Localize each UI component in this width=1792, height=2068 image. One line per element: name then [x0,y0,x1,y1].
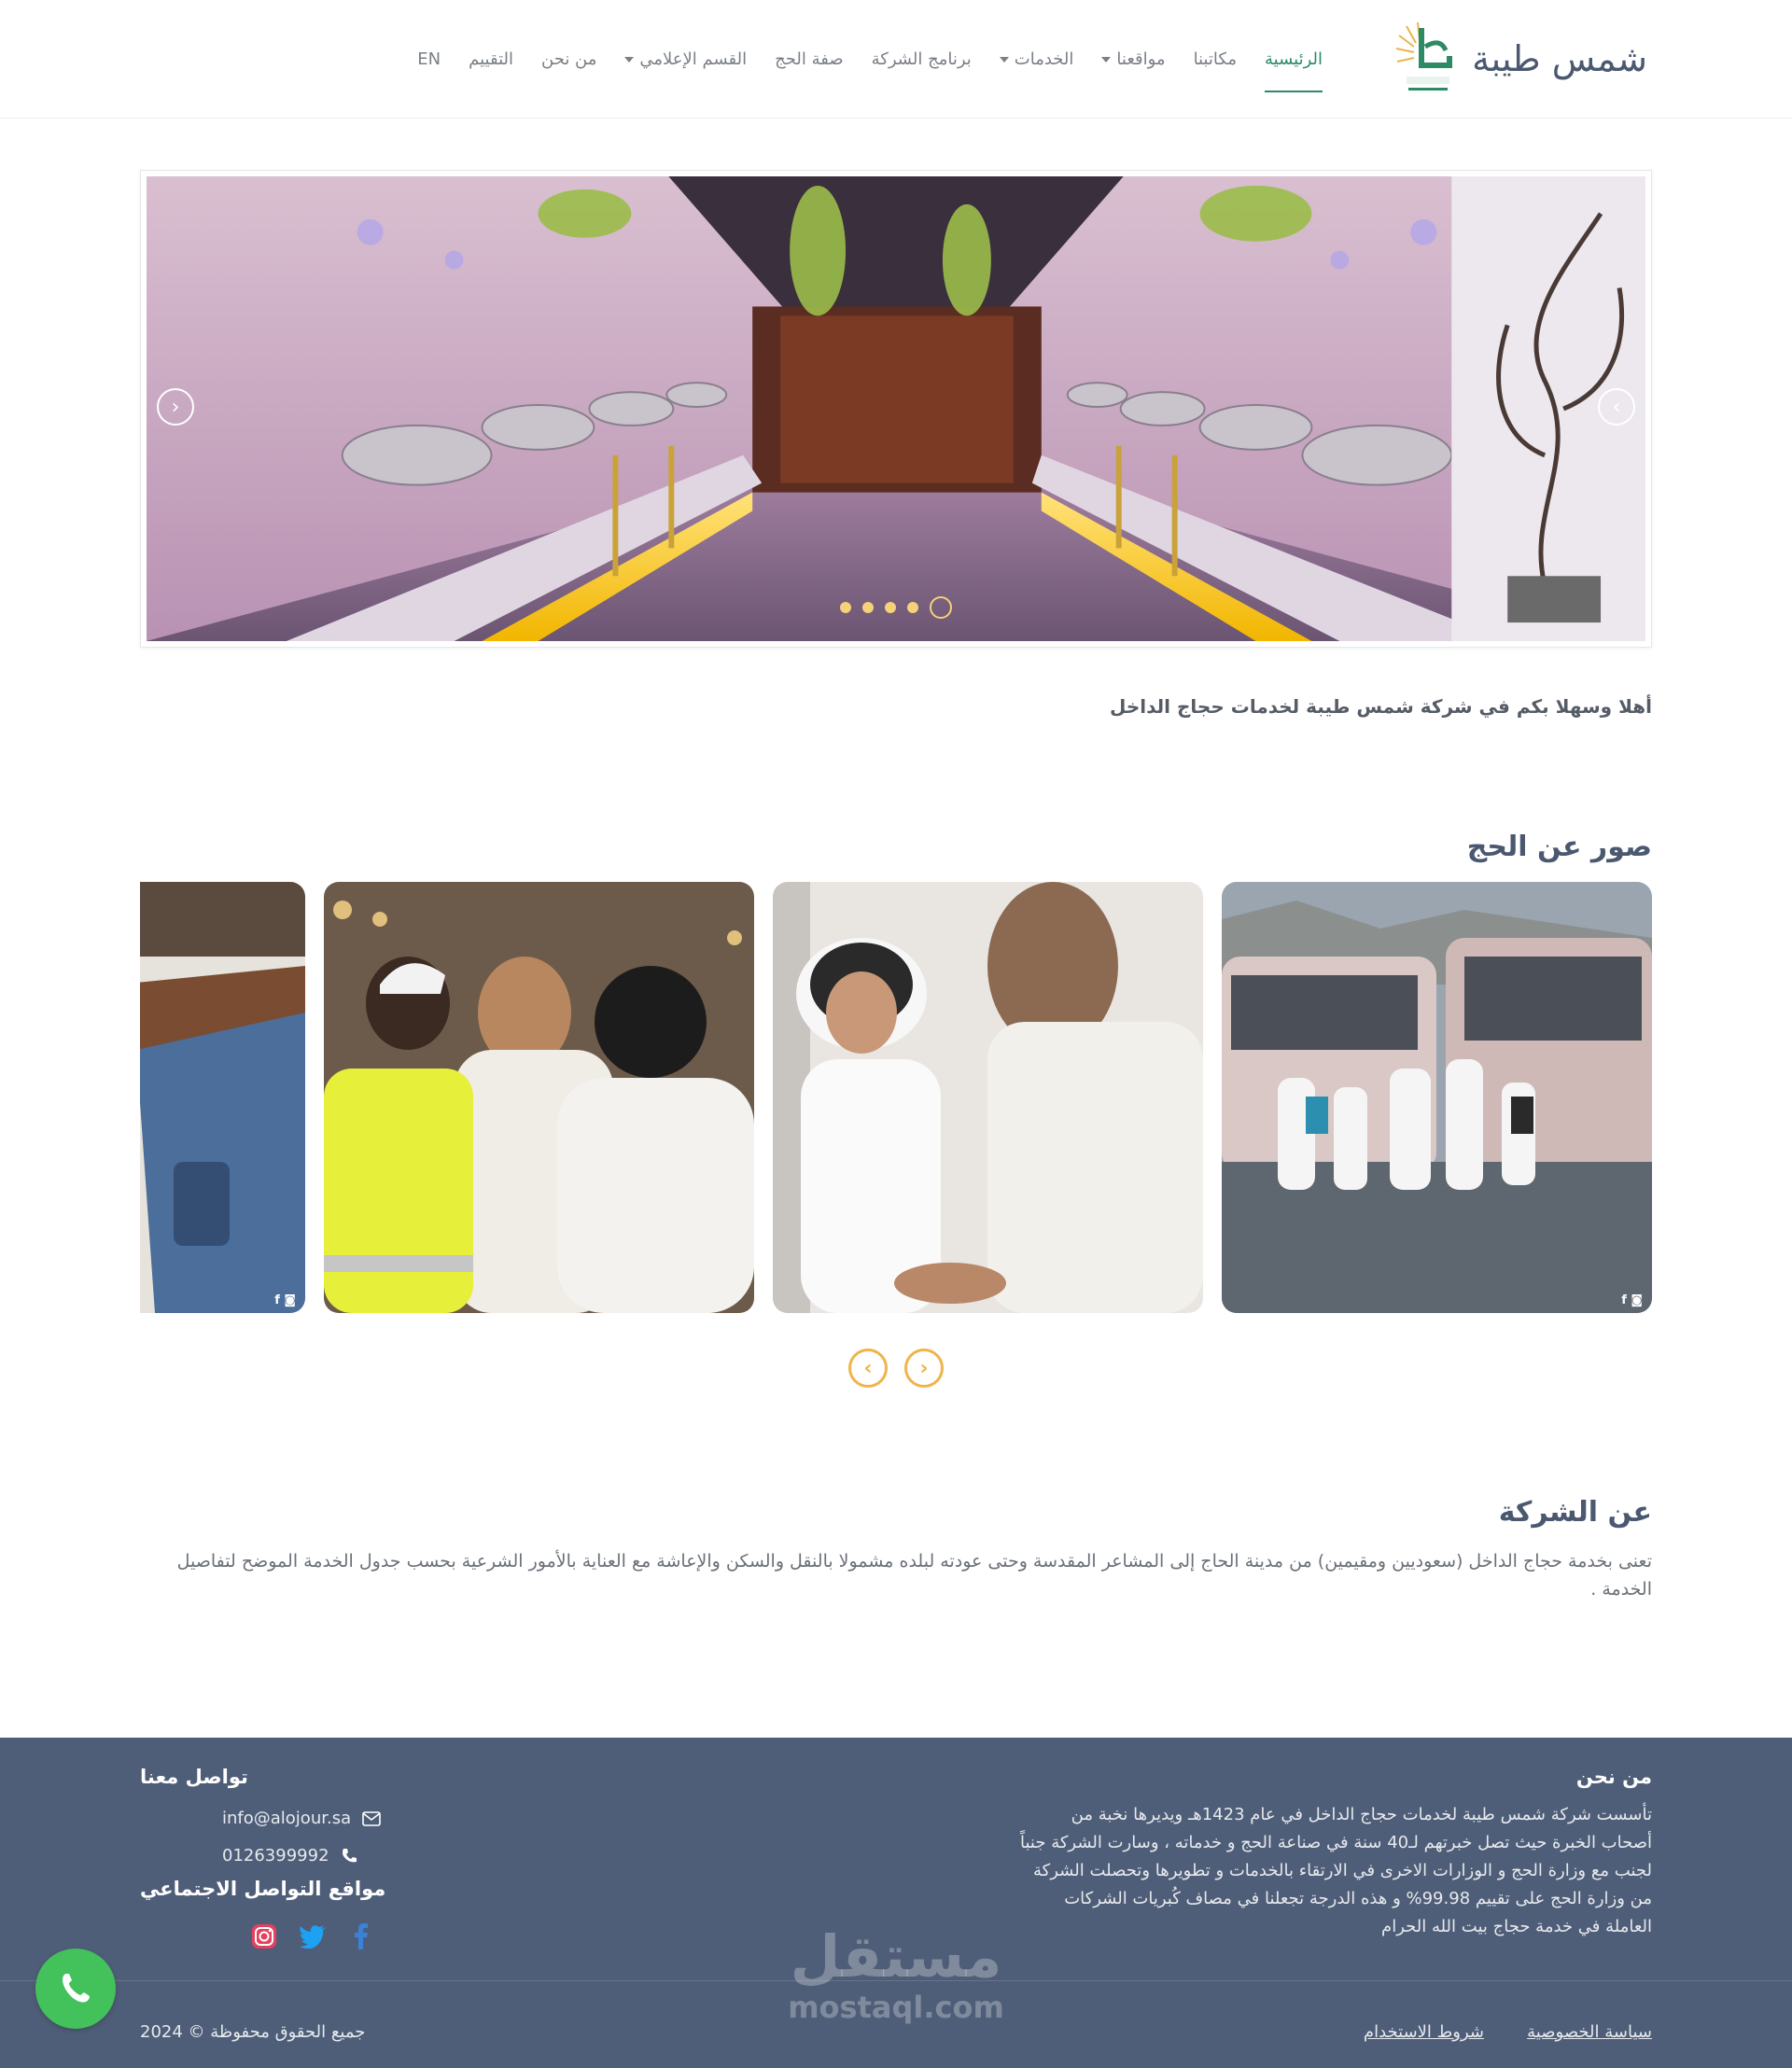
staff-helping-pilgrims-image [324,882,754,1313]
gallery-navigation [848,1348,944,1388]
footer-about-title: من نحن [1575,1766,1652,1788]
instagram-icon [251,1923,277,1949]
handshake-image [773,882,1203,1313]
gallery-photo-buses[interactable] [1222,882,1652,1313]
main-nav [417,0,1323,119]
instagram-link[interactable] [250,1922,278,1950]
chevron-left-icon: ‹ [863,1356,873,1380]
nav-language-en[interactable] [417,0,441,119]
nav-label: مواقعنا [1116,49,1166,69]
mostaql-watermark [775,1924,1017,2027]
nav-offices[interactable] [1194,0,1237,119]
nav-label: من نحن [541,49,597,69]
hero-dot[interactable] [862,602,874,613]
social-links [250,1922,375,1950]
logo-text: شمس طيبة [1472,38,1647,79]
privacy-policy-link[interactable]: سياسة الخصوصية [1527,2022,1652,2042]
sun-logo-icon [1393,19,1459,99]
nav-rating[interactable] [469,0,513,119]
chevron-right-icon: › [919,1356,929,1380]
hero-banquet-image [147,176,1645,641]
welcome-text: أهلا وسهلا بكم في شركة شمس طيبة لخدمات حجاج الداخل [1110,695,1652,718]
footer-social-title: مواقع التواصل الاجتماعي [140,1878,386,1900]
nav-services[interactable] [1000,0,1074,119]
about-title: عن الشركة [1498,1496,1652,1529]
chevron-left-icon: ‹ [171,395,180,419]
twitter-icon [299,1924,327,1949]
terms-of-use-link[interactable]: شروط الاستخدام [1363,2022,1484,2042]
gallery-photo-bags[interactable] [140,882,305,1313]
nav-hajj-guide[interactable] [775,0,844,119]
nav-label: الخدمات [1014,49,1074,69]
site-logo[interactable] [1393,19,1647,99]
hajj-photo-gallery [140,882,1652,1313]
whatsapp-chat-button[interactable] [35,1949,116,2029]
pilgrim-bags-image [140,882,305,1313]
nav-label: مكاتبنا [1193,49,1237,69]
about-text: تعنى بخدمة حجاج الداخل (سعوديين ومقيمين) من مدينة الحاج إلى المشاعر المقدسة وحتى عودته لبلده مشمولا بالنقل والسكن والإعاشة مع العناية بالأمور الشرعية بحسب جدول الخدمة الموضح لتفاصيل الخدمة . [176,1551,1652,1600]
hero-dot[interactable] [840,602,851,613]
nav-label: الرئيسية [1265,49,1323,69]
photo-social-icons: f ◙ [1621,1293,1643,1307]
gallery-next-button[interactable] [904,1348,944,1388]
nav-label: EN [417,49,441,69]
hero-slider [140,170,1652,648]
facebook-icon [354,1923,369,1949]
email-text: info@alojour.sa [222,1809,352,1828]
watermark-english: mostaql.com [788,1990,1004,2025]
buses-pilgrims-image [1222,882,1652,1313]
envelope-icon [362,1811,381,1826]
phone-icon [341,1848,357,1865]
nav-label: القسم الإعلامي [639,49,748,69]
gallery-photo-staff[interactable] [324,882,754,1313]
nav-locations[interactable] [1101,0,1165,119]
phone-text: 0126399992 [222,1846,329,1865]
caret-down-icon [1101,57,1111,63]
nav-program[interactable] [872,0,972,119]
hero-dot[interactable] [907,602,918,613]
footer-email[interactable] [222,1809,381,1828]
gallery-title: صور عن الحج [1466,831,1652,863]
footer-about-text: تأسست شركة شمس طيبة لخدمات حجاج الداخل في عام 1423هـ ويديرها نخبة من أصحاب الخبرة حيث تصل خبرتهم لـ40 سنة في صناعة الحج و خدماته ، وسارت الشركة جنباً لجنب مع وزارة الحج و الوزارات الاخرى في الارتقاء بالخدمات و تطويرها وتحصلت الشركة من وزارة الحج على تقييم 99.98% و هذه الدرجة تجعلنا في مصاف كُبريات الشركات العاملة في خدمة حجاج بيت الله الحرام [1020,1805,1652,1936]
nav-label: صفة الحج [775,49,844,69]
hero-pagination [141,602,1651,619]
hero-prev-button[interactable] [157,388,194,426]
nav-label: التقييم [469,49,513,69]
twitter-link[interactable] [299,1922,327,1950]
hero-dot[interactable] [885,602,896,613]
hero-next-button[interactable] [1598,388,1635,426]
footer-phone[interactable] [222,1846,357,1865]
nav-label: برنامج الشركة [871,49,972,69]
facebook-link[interactable] [347,1922,375,1950]
footer-contact-title: تواصل معنا [140,1766,248,1788]
nav-about[interactable] [541,0,596,119]
photo-social-icons: f ◙ [274,1293,296,1307]
watermark-arabic: مستقل [790,1922,1002,1991]
caret-down-icon [624,57,634,63]
chevron-right-icon: › [1612,395,1621,419]
nav-home[interactable] [1265,0,1323,119]
site-header [0,0,1792,119]
nav-media[interactable] [624,0,747,119]
hero-dot-active[interactable] [930,596,952,619]
gallery-prev-button[interactable] [848,1348,888,1388]
gallery-photo-handshake[interactable] [773,882,1203,1313]
copyright-text: جميع الحقوق محفوظة © 2024 [140,2022,366,2042]
caret-down-icon [1000,57,1009,63]
whatsapp-icon [51,1964,100,2013]
